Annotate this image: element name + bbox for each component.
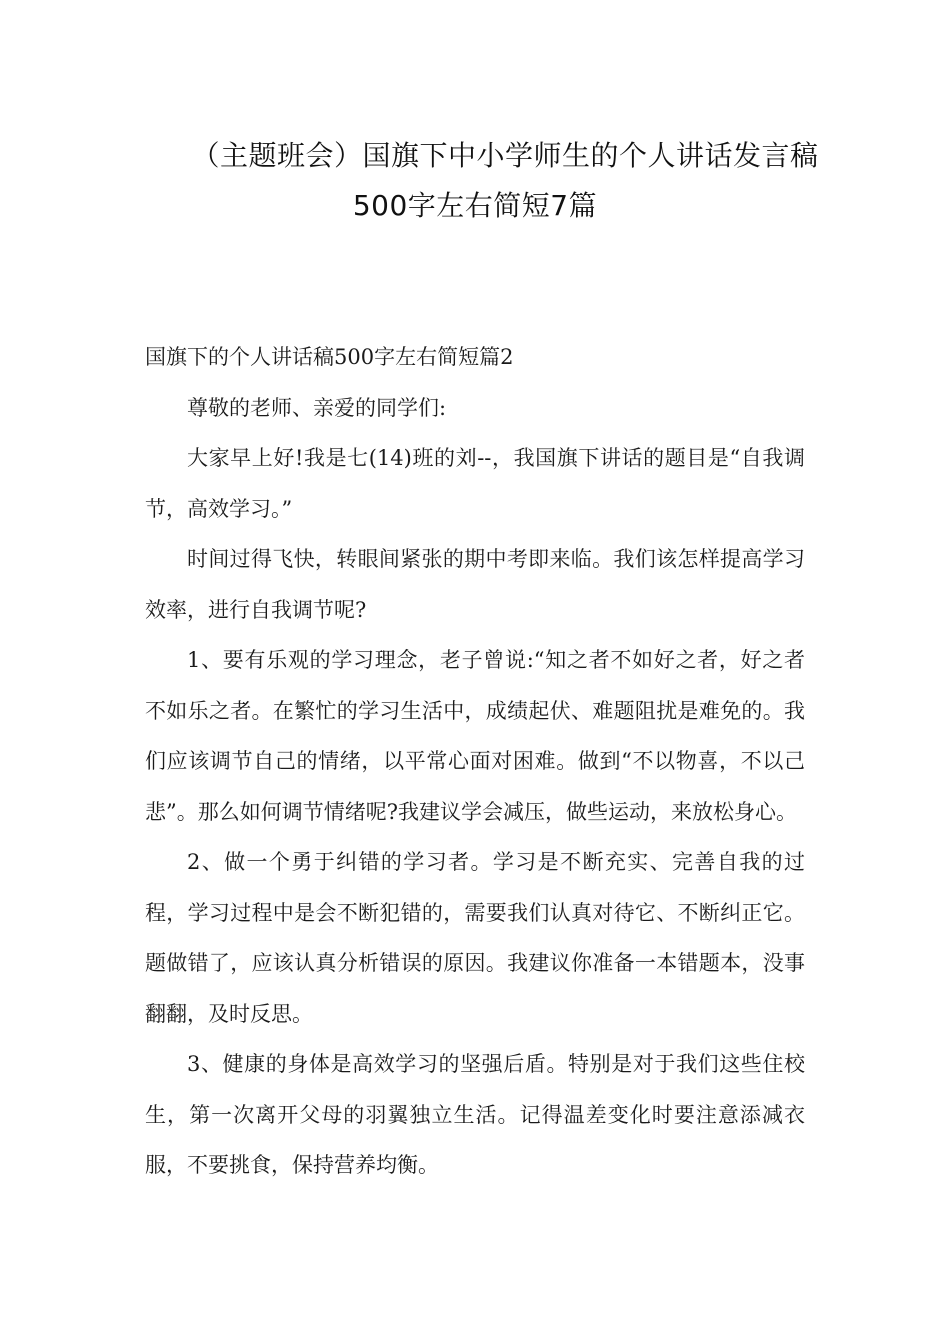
paragraph-point-1: 1、要有乐观的学习理念，老子曾说:“知之者不如好之者，好之者不如乐之者。在繁忙的学习生活中，成绩起伏、难题阻扰是难免的。我们应该调节自己的情绪，以平常心面对困难。做到“不以物喜，不以己悲”。那么如何调节情绪呢?我建议学会减压，做些运动，来放松身心。: [145, 648, 805, 824]
document-title-line2: 500字左右简短7篇: [352, 189, 598, 222]
paragraph-greeting: 大家早上好!我是七(14)班的刘--，我国旗下讲话的题目是“自我调节，高效学习。”: [145, 446, 805, 521]
paragraph-intro: 时间过得飞快，转眼间紧张的期中考即来临。我们该怎样提高学习效率，进行自我调节呢?: [145, 547, 805, 622]
paragraph-point-3: 3、健康的身体是高效学习的坚强后盾。特别是对于我们这些住校生，第一次离开父母的羽翼独立生活。记得温差变化时要注意添减衣服，不要挑食，保持营养均衡。: [145, 1052, 805, 1177]
paragraph-point-2: 2、做一个勇于纠错的学习者。学习是不断充实、完善自我的过程，学习过程中是会不断犯错的，需要我们认真对待它、不断纠正它。题做错了，应该认真分析错误的原因。我建议你准备一本错题本，没事翻翻，及时反思。: [145, 850, 805, 1026]
section-heading: 国旗下的个人讲话稿500字左右简短篇2: [145, 345, 514, 369]
document-body: [145, 332, 805, 1191]
document-title-line1: （主题班会）国旗下中小学师生的个人讲话发言稿: [191, 139, 819, 172]
paragraph-salutation: 尊敬的老师、亲爱的同学们:: [187, 395, 447, 420]
